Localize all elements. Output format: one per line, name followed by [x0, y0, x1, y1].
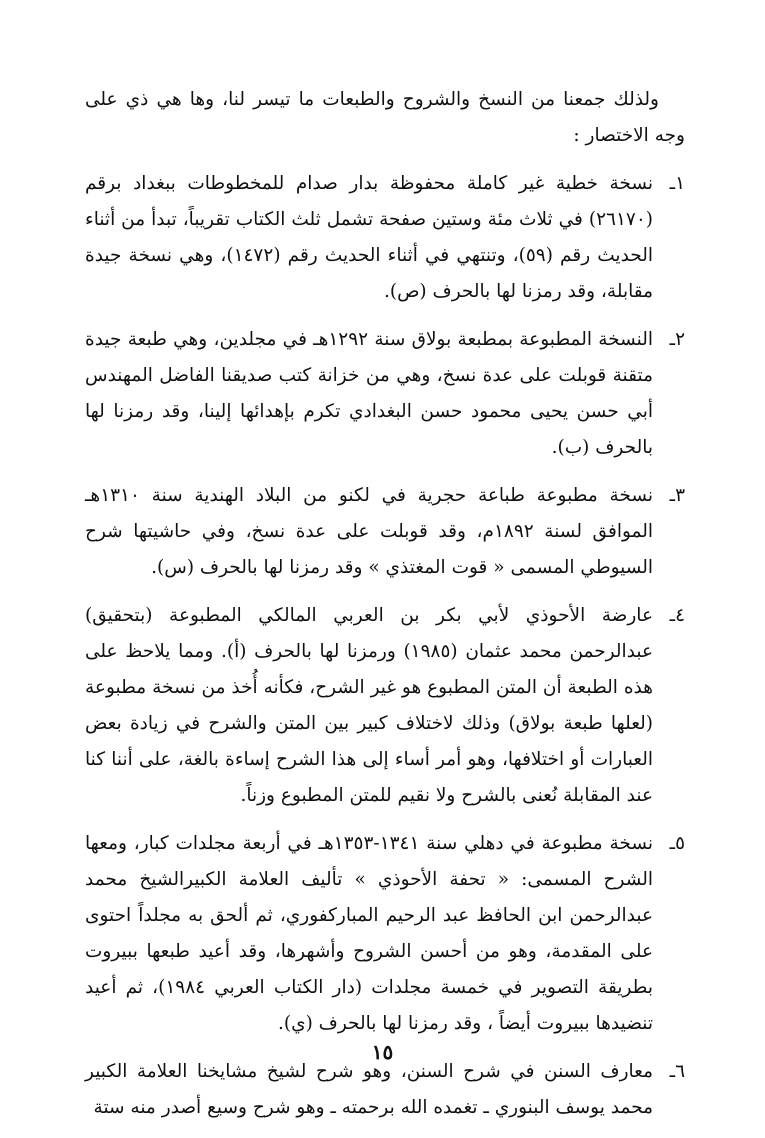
item-text: نسخة مطبوعة في دهلي سنة ١٣٤١-١٣٥٣هـ في أربعة مجلدات كبار، ومعها الشرح المسمى: « تحفة الأحوذي » تأليف العلامة الكبيرالشيخ محمد عبدالرحمن ابن الحافظ عبد الرحيم المباركفوري، ثم ألحق به مجلداً احتوى على المقدمة، وهو من أحسن الشروح وأشهرها، وقد أعيد طبعها ببيروت بطريقة التصوير في خمسة مجلدات (دار الكتاب العربي ١٩٨٤)، ثم أعيد تنضيدها ببيروت أيضاً ، وقد رمزنا لها بالحرف (ي). [85, 833, 653, 1034]
item-number: ١ـ [669, 173, 685, 194]
list-item [85, 598, 685, 814]
page-body [85, 82, 685, 1138]
list-item [85, 1054, 685, 1126]
item-text: نسخة خطية غير كاملة محفوظة بدار صدام للمخطوطات ببغداد برقم (٢٦١٧٠) في ثلاث مئة وستين صفحة تشمل ثلث الكتاب تقريباً، تبدأ من أثناء الحديث رقم (٥٩)، وتنتهي في أثناء الحديث رقم (١٤٧٢)، وهي نسخة جيدة مقابلة، وقد رمزنا لها بالحرف (ص). [85, 173, 653, 302]
item-text: معارف السنن في شرح السنن، وهو شرح لشيخ مشايخنا العلامة الكبير محمد يوسف البنوري ـ تغمده الله برحمته ـ وهو شرح وسيع أصدر منه ستة [85, 1061, 653, 1118]
item-text: عارضة الأحوذي لأبي بكر بن العربي المالكي المطبوعة (بتحقيق) عبدالرحمن محمد عثمان (١٩٨٥) ورمزنا لها بالحرف (أ). ومما يلاحظ على هذه الطبعة أن المتن المطبوع هو غير الشرح، فكأنه أُخذ من نسخة مطبوعة (لعلها طبعة بولاق) وذلك لاختلاف كبير بين المتن والشرح في زيادة بعض العبارات أو اختلافها، وهو أمر أساء إلى هذا الشرح إساءة بالغة، على أننا كنا عند المقابلة نُعنى بالشرح ولا نقيم للمتن المطبوع وزناً. [85, 605, 653, 806]
item-number: ٤ـ [669, 605, 685, 626]
page-number: ١٥ [371, 1040, 394, 1064]
list-item [85, 166, 685, 310]
item-number: ٢ـ [669, 329, 685, 350]
item-number: ٦ـ [669, 1061, 685, 1082]
item-number: ٣ـ [669, 485, 685, 506]
list-item [85, 478, 685, 586]
item-number: ٥ـ [669, 833, 685, 854]
item-text: نسخة مطبوعة طباعة حجرية في لكنو من البلاد الهندية سنة ١٣١٠هـ الموافق لسنة ١٨٩٢م، وقد قوبلت على عدة نسخ، وفي حاشيتها شرح السيوطي المسمى « قوت المغتذي » وقد رمزنا لها بالحرف (س). [85, 485, 653, 578]
list-item [85, 322, 685, 466]
item-text: النسخة المطبوعة بمطبعة بولاق سنة ١٢٩٢هـ في مجلدين، وهي طبعة جيدة متقنة قوبلت على عدة نسخ، وهي من خزانة كتب صديقنا الفاضل المهندس أبي حسن يحيى محمود حسن البغدادي تكرم بإهدائها إلينا، وقد رمزنا لها بالحرف (ب). [85, 329, 653, 458]
list-item [85, 826, 685, 1042]
sources-list [85, 166, 685, 1126]
intro-paragraph: ولذلك جمعنا من النسخ والشروح والطبعات ما تيسر لنا، وها هي ذي على وجه الاختصار : [85, 89, 685, 146]
